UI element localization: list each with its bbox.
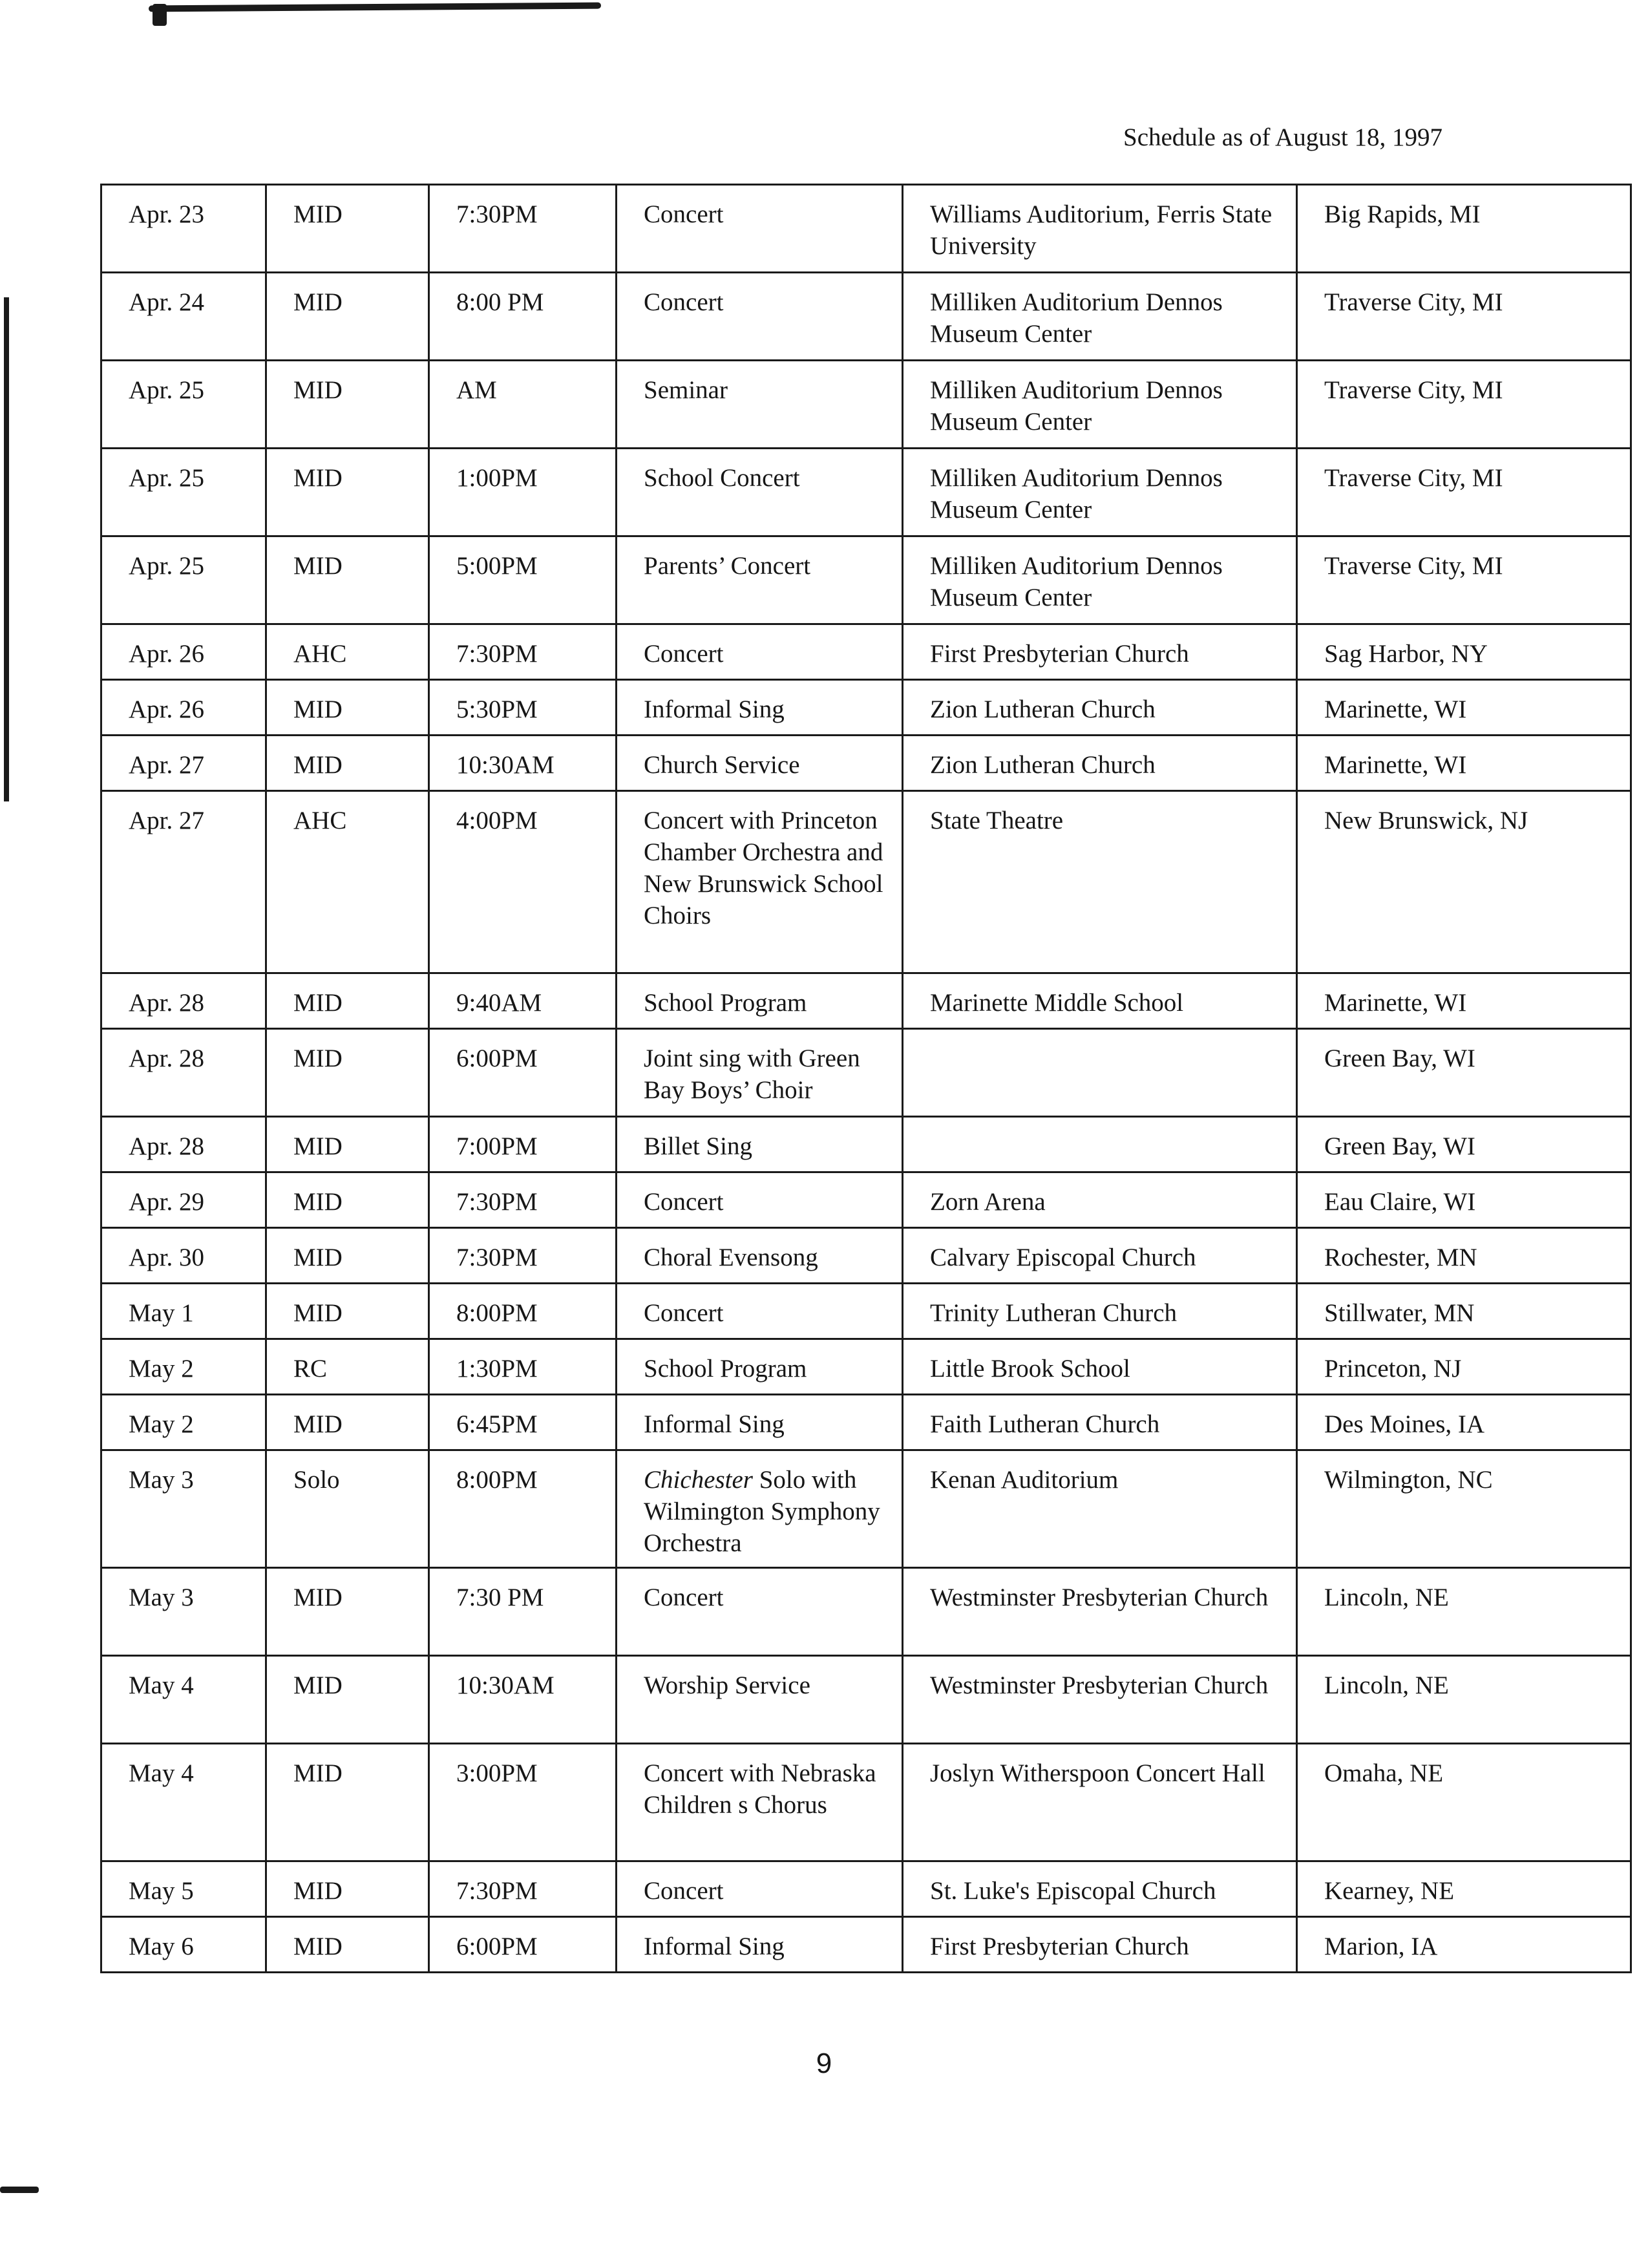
venue-cell: First Presbyterian Church bbox=[903, 624, 1297, 680]
event-cell: Church Service bbox=[617, 736, 903, 791]
venue-cell: Zorn Arena bbox=[903, 1172, 1297, 1228]
date-cell: Apr. 28 bbox=[101, 1029, 266, 1117]
date-cell: May 3 bbox=[101, 1450, 266, 1568]
event-cell: Concert bbox=[617, 185, 903, 273]
venue-cell: Marinette Middle School bbox=[903, 973, 1297, 1029]
event-cell: Concert bbox=[617, 1861, 903, 1917]
date-cell: Apr. 25 bbox=[101, 361, 266, 449]
city-cell: Stillwater, MN bbox=[1297, 1284, 1631, 1339]
table-row bbox=[101, 1029, 1631, 1117]
group-cell: MID bbox=[266, 1284, 429, 1339]
group-cell: RC bbox=[266, 1339, 429, 1395]
city-cell: Lincoln, NE bbox=[1297, 1656, 1631, 1744]
time-cell: 7:30PM bbox=[429, 1861, 617, 1917]
page-number: 9 bbox=[816, 2048, 832, 2079]
table-row bbox=[101, 1284, 1631, 1339]
event-cell: Joint sing with Green Bay Boys’ Choir bbox=[617, 1029, 903, 1117]
event-cell: Worship Service bbox=[617, 1656, 903, 1744]
time-cell: 9:40AM bbox=[429, 973, 617, 1029]
venue-cell bbox=[903, 1117, 1297, 1172]
event-cell bbox=[617, 1450, 903, 1568]
event-cell: Concert with Nebraska Children s Chorus bbox=[617, 1744, 903, 1861]
event-cell: Concert with Princeton Chamber Orchestra and New Brunswick School Choirs bbox=[617, 791, 903, 973]
date-cell: Apr. 27 bbox=[101, 736, 266, 791]
date-cell: Apr. 27 bbox=[101, 791, 266, 973]
venue-cell: State Theatre bbox=[903, 791, 1297, 973]
date-cell: May 6 bbox=[101, 1917, 266, 1973]
event-cell: Parents’ Concert bbox=[617, 536, 903, 624]
date-cell: May 2 bbox=[101, 1395, 266, 1450]
time-cell: 6:00PM bbox=[429, 1029, 617, 1117]
group-cell: MID bbox=[266, 1029, 429, 1117]
group-cell: MID bbox=[266, 536, 429, 624]
scan-mark-hook bbox=[153, 4, 167, 26]
time-cell: 7:30PM bbox=[429, 185, 617, 273]
city-cell: Green Bay, WI bbox=[1297, 1117, 1631, 1172]
date-cell: Apr. 23 bbox=[101, 185, 266, 273]
group-cell: MID bbox=[266, 1917, 429, 1973]
city-cell: Rochester, MN bbox=[1297, 1228, 1631, 1284]
event-cell: School Program bbox=[617, 973, 903, 1029]
venue-cell: First Presbyterian Church bbox=[903, 1917, 1297, 1973]
date-cell: Apr. 26 bbox=[101, 680, 266, 736]
table-row bbox=[101, 536, 1631, 624]
city-cell: Omaha, NE bbox=[1297, 1744, 1631, 1861]
venue-cell: Kenan Auditorium bbox=[903, 1450, 1297, 1568]
table-row bbox=[101, 449, 1631, 536]
time-cell: AM bbox=[429, 361, 617, 449]
table-row bbox=[101, 1450, 1631, 1568]
event-cell: Informal Sing bbox=[617, 1395, 903, 1450]
venue-cell: Faith Lutheran Church bbox=[903, 1395, 1297, 1450]
venue-cell: Little Brook School bbox=[903, 1339, 1297, 1395]
venue-cell: Milliken Auditorium Dennos Museum Center bbox=[903, 449, 1297, 536]
venue-cell: Westminster Presbyterian Church bbox=[903, 1568, 1297, 1656]
group-cell: MID bbox=[266, 736, 429, 791]
time-cell: 8:00 PM bbox=[429, 273, 617, 361]
scan-mark-left bbox=[4, 297, 9, 801]
group-cell: MID bbox=[266, 1744, 429, 1861]
table-row bbox=[101, 1744, 1631, 1861]
time-cell: 7:00PM bbox=[429, 1117, 617, 1172]
table-row bbox=[101, 973, 1631, 1029]
city-cell: Traverse City, MI bbox=[1297, 449, 1631, 536]
group-cell: MID bbox=[266, 1861, 429, 1917]
city-cell: Marinette, WI bbox=[1297, 680, 1631, 736]
group-cell: AHC bbox=[266, 624, 429, 680]
venue-cell: Williams Auditorium, Ferris State University bbox=[903, 185, 1297, 273]
group-cell: MID bbox=[266, 1568, 429, 1656]
group-cell: MID bbox=[266, 973, 429, 1029]
group-cell: MID bbox=[266, 185, 429, 273]
group-cell: MID bbox=[266, 273, 429, 361]
event-cell: School Concert bbox=[617, 449, 903, 536]
date-cell: Apr. 30 bbox=[101, 1228, 266, 1284]
event-cell: Informal Sing bbox=[617, 680, 903, 736]
table-row bbox=[101, 1861, 1631, 1917]
city-cell: Traverse City, MI bbox=[1297, 536, 1631, 624]
time-cell: 8:00PM bbox=[429, 1450, 617, 1568]
city-cell: Traverse City, MI bbox=[1297, 273, 1631, 361]
city-cell: Big Rapids, MI bbox=[1297, 185, 1631, 273]
group-cell: MID bbox=[266, 1395, 429, 1450]
date-cell: Apr. 25 bbox=[101, 536, 266, 624]
table-row bbox=[101, 1395, 1631, 1450]
date-cell: May 3 bbox=[101, 1568, 266, 1656]
table-row bbox=[101, 736, 1631, 791]
table-row bbox=[101, 1656, 1631, 1744]
venue-cell: Trinity Lutheran Church bbox=[903, 1284, 1297, 1339]
time-cell: 7:30PM bbox=[429, 1172, 617, 1228]
table-row bbox=[101, 1117, 1631, 1172]
venue-cell: Milliken Auditorium Dennos Museum Center bbox=[903, 273, 1297, 361]
date-cell: May 4 bbox=[101, 1744, 266, 1861]
venue-cell: Calvary Episcopal Church bbox=[903, 1228, 1297, 1284]
event-cell: Concert bbox=[617, 624, 903, 680]
table-row bbox=[101, 791, 1631, 973]
city-cell: Sag Harbor, NY bbox=[1297, 624, 1631, 680]
date-cell: May 4 bbox=[101, 1656, 266, 1744]
venue-cell: Zion Lutheran Church bbox=[903, 736, 1297, 791]
group-cell: MID bbox=[266, 1172, 429, 1228]
table-row bbox=[101, 273, 1631, 361]
group-cell: MID bbox=[266, 361, 429, 449]
date-cell: Apr. 24 bbox=[101, 273, 266, 361]
group-cell: AHC bbox=[266, 791, 429, 973]
time-cell: 7:30PM bbox=[429, 624, 617, 680]
group-cell: MID bbox=[266, 1117, 429, 1172]
time-cell: 1:30PM bbox=[429, 1339, 617, 1395]
time-cell: 10:30AM bbox=[429, 1656, 617, 1744]
group-cell: MID bbox=[266, 1656, 429, 1744]
time-cell: 7:30PM bbox=[429, 1228, 617, 1284]
city-cell: Des Moines, IA bbox=[1297, 1395, 1631, 1450]
event-cell: Concert bbox=[617, 1284, 903, 1339]
event-title-italic: Chichester bbox=[644, 1466, 753, 1494]
date-cell: Apr. 28 bbox=[101, 973, 266, 1029]
event-cell: Concert bbox=[617, 1172, 903, 1228]
city-cell: Traverse City, MI bbox=[1297, 361, 1631, 449]
date-cell: Apr. 29 bbox=[101, 1172, 266, 1228]
table-row bbox=[101, 1172, 1631, 1228]
time-cell: 6:45PM bbox=[429, 1395, 617, 1450]
venue-cell: Joslyn Witherspoon Concert Hall bbox=[903, 1744, 1297, 1861]
event-cell: Choral Evensong bbox=[617, 1228, 903, 1284]
city-cell: New Brunswick, NJ bbox=[1297, 791, 1631, 973]
event-cell: School Program bbox=[617, 1339, 903, 1395]
venue-cell: Milliken Auditorium Dennos Museum Center bbox=[903, 361, 1297, 449]
city-cell: Lincoln, NE bbox=[1297, 1568, 1631, 1656]
city-cell: Kearney, NE bbox=[1297, 1861, 1631, 1917]
group-cell: MID bbox=[266, 680, 429, 736]
table-row bbox=[101, 680, 1631, 736]
venue-cell: Milliken Auditorium Dennos Museum Center bbox=[903, 536, 1297, 624]
table-row bbox=[101, 185, 1631, 273]
table-row bbox=[101, 1917, 1631, 1973]
schedule-date-note: Schedule as of August 18, 1997 bbox=[1123, 123, 1442, 151]
event-cell: Concert bbox=[617, 273, 903, 361]
scan-mark-bottom bbox=[0, 2187, 39, 2193]
city-cell: Eau Claire, WI bbox=[1297, 1172, 1631, 1228]
time-cell: 1:00PM bbox=[429, 449, 617, 536]
city-cell: Marinette, WI bbox=[1297, 973, 1631, 1029]
time-cell: 5:00PM bbox=[429, 536, 617, 624]
city-cell: Green Bay, WI bbox=[1297, 1029, 1631, 1117]
venue-cell: St. Luke's Episcopal Church bbox=[903, 1861, 1297, 1917]
date-cell: May 1 bbox=[101, 1284, 266, 1339]
table-row bbox=[101, 624, 1631, 680]
group-cell: MID bbox=[266, 1228, 429, 1284]
venue-cell bbox=[903, 1029, 1297, 1117]
time-cell: 6:00PM bbox=[429, 1917, 617, 1973]
city-cell: Wilmington, NC bbox=[1297, 1450, 1631, 1568]
date-cell: Apr. 26 bbox=[101, 624, 266, 680]
time-cell: 5:30PM bbox=[429, 680, 617, 736]
date-cell: Apr. 25 bbox=[101, 449, 266, 536]
city-cell: Marion, IA bbox=[1297, 1917, 1631, 1973]
city-cell: Marinette, WI bbox=[1297, 736, 1631, 791]
time-cell: 3:00PM bbox=[429, 1744, 617, 1861]
event-cell: Concert bbox=[617, 1568, 903, 1656]
date-cell: May 5 bbox=[101, 1861, 266, 1917]
venue-cell: Zion Lutheran Church bbox=[903, 680, 1297, 736]
venue-cell: Westminster Presbyterian Church bbox=[903, 1656, 1297, 1744]
event-cell: Billet Sing bbox=[617, 1117, 903, 1172]
city-cell: Princeton, NJ bbox=[1297, 1339, 1631, 1395]
time-cell: 7:30 PM bbox=[429, 1568, 617, 1656]
schedule-table bbox=[100, 184, 1632, 1973]
scan-mark-top bbox=[149, 3, 601, 12]
event-cell: Seminar bbox=[617, 361, 903, 449]
table-row bbox=[101, 1339, 1631, 1395]
group-cell: MID bbox=[266, 449, 429, 536]
table-row bbox=[101, 1228, 1631, 1284]
date-cell: May 2 bbox=[101, 1339, 266, 1395]
time-cell: 8:00PM bbox=[429, 1284, 617, 1339]
table-row bbox=[101, 1568, 1631, 1656]
date-cell: Apr. 28 bbox=[101, 1117, 266, 1172]
event-cell: Informal Sing bbox=[617, 1917, 903, 1973]
event-text: Solo with Wilmington Symphony Orchestra bbox=[644, 1466, 880, 1557]
table-row bbox=[101, 361, 1631, 449]
time-cell: 4:00PM bbox=[429, 791, 617, 973]
group-cell: Solo bbox=[266, 1450, 429, 1568]
time-cell: 10:30AM bbox=[429, 736, 617, 791]
